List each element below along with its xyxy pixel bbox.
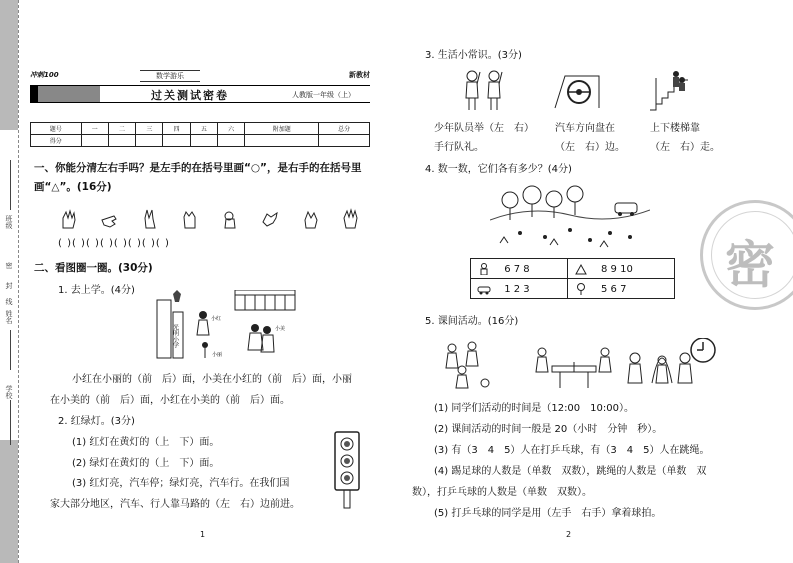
label-xiaoli: 小丽: [212, 352, 223, 358]
brand: 冲刺100: [30, 71, 59, 79]
label-name: 姓名: [5, 310, 13, 324]
hand-icon: [261, 208, 279, 230]
label-seal-1: 密: [5, 262, 13, 269]
q5-3: (3) 有（3 4 5）人在打乒乓球，有（3 4 5）人在跳绳。: [434, 445, 710, 456]
q2-2-c-line1: (3) 红灯亮，汽车停；绿灯亮，汽车行。在我们国: [72, 478, 290, 489]
grade-label: 人教版一年级（上）: [292, 91, 355, 99]
q2-2-b: (2) 绿灯在黄灯的（上 下）面。: [72, 458, 220, 469]
score-cell: 六: [218, 123, 245, 135]
label-xiaohong: 小红: [211, 316, 222, 322]
q3-a-line2: 手行队礼。: [434, 142, 484, 153]
edition: 新教材: [349, 71, 370, 79]
hand-icon: [141, 208, 159, 230]
score-cell: 附加题: [245, 123, 319, 135]
count-table-row: [471, 259, 675, 279]
label-school: 学校: [5, 385, 13, 399]
q3-b-line2: （左 右）边。: [555, 142, 625, 153]
count-table: [470, 258, 675, 299]
q5-5: (5) 打乒乓球的同学是用（左手 右手）拿着球拍。: [434, 508, 662, 519]
score-input[interactable]: [163, 135, 190, 147]
count-options: 8 9 10: [601, 263, 633, 275]
count-cell[interactable]: [471, 279, 568, 299]
recess-activities-illustration: [440, 338, 720, 393]
seal-stamp-char: 密: [725, 235, 775, 294]
q2-2-a: (1) 红灯在黄灯的（上 下）面。: [72, 437, 220, 448]
score-cell: 五: [190, 123, 217, 135]
q5-2: (2) 课间活动的时间一般是 20（小时 分钟 秒）。: [434, 424, 663, 435]
q4-title: 4. 数一数，它们各有多少？(4分): [425, 164, 572, 175]
hand-icon: [221, 208, 239, 230]
label-seal-3: 线: [5, 298, 13, 305]
score-cell: 二: [108, 123, 135, 135]
hand-icons-row: [60, 208, 360, 230]
page-number-1: 1: [200, 530, 206, 539]
steering-wheel-icon: [553, 72, 603, 112]
hand-icon: [181, 208, 199, 230]
hand-icon: [342, 208, 360, 230]
score-input-row: [31, 135, 370, 147]
q5-title: 5. 课间活动。(16分): [425, 316, 519, 327]
score-input[interactable]: [136, 135, 163, 147]
salute-children-illustration: [460, 68, 510, 113]
q2-title: 二、看图圈一圈。(30分): [34, 262, 153, 274]
hand-icon: [302, 208, 320, 230]
q1-answer-brackets[interactable]: ( )( )( )( )( )( )( )( ): [58, 238, 170, 249]
score-cell: 题号: [31, 123, 82, 135]
score-cell: 得分: [31, 135, 82, 147]
score-input[interactable]: [81, 135, 108, 147]
count-options: 5 6 7: [601, 283, 627, 295]
binding-underline: [10, 400, 11, 445]
score-cell: 三: [136, 123, 163, 135]
score-input[interactable]: [190, 135, 217, 147]
seal-stamp-wrap: [680, 190, 793, 320]
score-cell: 总分: [319, 123, 370, 135]
header-decoration-left: [30, 86, 100, 102]
hand-icon: [60, 208, 78, 230]
score-input[interactable]: [245, 135, 319, 147]
label-xiaomei: 小美: [275, 326, 286, 332]
score-input[interactable]: [319, 135, 370, 147]
q3-a-line1: 少年队员举（左 右）: [434, 123, 534, 134]
label-seal-2: 封: [5, 282, 13, 289]
park-scene-illustration: [490, 185, 650, 250]
q3-c-line2: （左 右）走。: [650, 142, 720, 153]
binding-gray-bottom: [0, 440, 18, 563]
q1-title: 一、你能分清左右手吗？是左手的在括号里画“○”，是右手的在括号里: [34, 162, 362, 174]
q5-1: (1) 同学们活动的时间是（12:00 10:00）。: [434, 403, 634, 414]
label-class: 班级: [5, 215, 13, 229]
q5-4-line2: 数），打乒乓球的人数是（单数 双数）。: [412, 487, 592, 498]
score-input[interactable]: [218, 135, 245, 147]
count-table-row: [471, 279, 675, 299]
binding-underline: [10, 160, 11, 210]
q5-4-line1: (4) 踢足球的人数是（单数 双数），跳绳的人数是（单数 双: [434, 466, 707, 477]
q2-2-title: 2. 红绿灯。(3分): [58, 416, 135, 427]
binding-underline: [10, 330, 11, 370]
page-number-2: 2: [566, 530, 572, 539]
binding-strip: [0, 0, 26, 563]
binding-gray-top: [0, 0, 18, 130]
plant-icon: [574, 263, 588, 275]
series: 数学游乐: [140, 70, 200, 82]
school-scene-illustration: [155, 290, 305, 360]
person-icon: [477, 263, 491, 275]
header-band: [30, 85, 370, 103]
count-cell[interactable]: [471, 259, 568, 279]
q3-b-line1: 汽车方向盘在: [555, 123, 615, 134]
car-icon: [477, 283, 491, 295]
seal-stamp: [700, 200, 793, 310]
q3-c-line1: 上下楼梯靠: [650, 123, 700, 134]
header-top: [30, 70, 370, 82]
count-cell[interactable]: [567, 259, 674, 279]
traffic-light-icon: [333, 430, 361, 510]
q2-1-title: 1. 去上学。(4分): [58, 285, 135, 296]
tree-icon: [574, 283, 588, 295]
q2-1-text-line2: 在小美的（前 后）面，小红在小美的（前 后）面。: [50, 395, 290, 406]
q3-title: 3. 生活小常识。(3分): [425, 50, 522, 61]
score-cell: 一: [81, 123, 108, 135]
count-options: 1 2 3: [504, 283, 530, 295]
q2-1-text-line1: 小红在小丽的（前 后）面，小美在小红的（前 后）面，小丽: [72, 374, 352, 385]
stairs-illustration: [648, 68, 690, 113]
q2-2-c-line2: 家大部分地区，汽车、行人靠马路的（左 右）边前进。: [50, 499, 300, 510]
page-title: 过关测试密卷: [151, 89, 229, 102]
q1-title-cont: 画“△”。(16分): [34, 181, 112, 193]
score-header-row: [31, 123, 370, 135]
score-input[interactable]: [108, 135, 135, 147]
count-options: 6 7 8: [504, 263, 530, 275]
score-cell: 四: [163, 123, 190, 135]
hand-icon: [100, 208, 118, 230]
count-cell[interactable]: [567, 279, 674, 299]
school-sign: 光明小学: [171, 324, 179, 348]
score-table: [30, 122, 370, 147]
seal-line: [18, 0, 26, 563]
